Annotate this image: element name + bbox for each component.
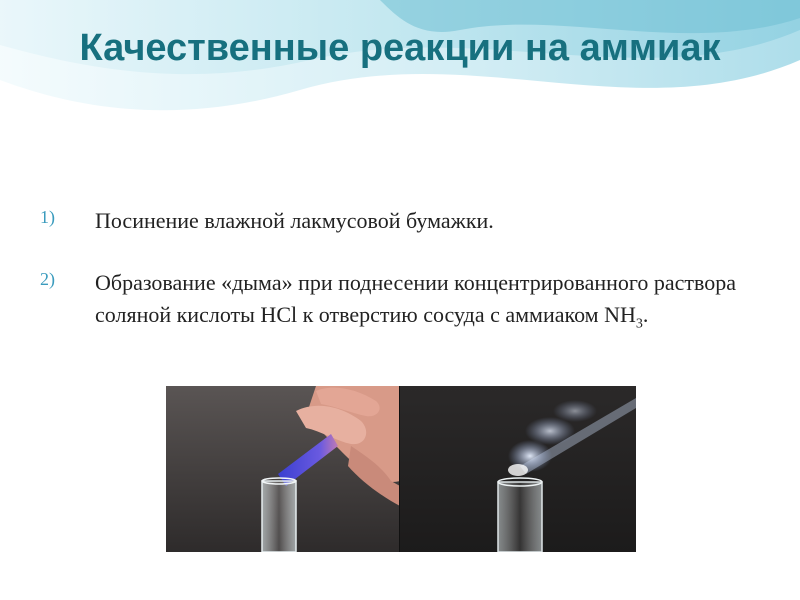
list-item-number: 2)	[40, 269, 55, 289]
list-item-text-suffix: .	[642, 302, 649, 327]
list-item	[40, 267, 760, 340]
smoke-formation-photo	[400, 386, 636, 552]
subscript-3: 3	[635, 316, 643, 332]
reaction-list	[40, 205, 760, 370]
experiment-photos	[166, 386, 636, 552]
list-item-number: 1)	[40, 207, 55, 227]
list-item-text-main: Образование «дыма» при поднесении концентрированного раствора соляной кислоты HCl к отверстию сосуда с аммиаком NH	[95, 270, 737, 327]
list-item-text	[95, 267, 760, 340]
list-item-text: Посинение влажной лакмусовой бумажки.	[95, 208, 494, 233]
list-item	[40, 205, 760, 237]
slide-title: Качественные реакции на аммиак	[79, 27, 721, 69]
litmus-paper-photo	[166, 386, 400, 552]
